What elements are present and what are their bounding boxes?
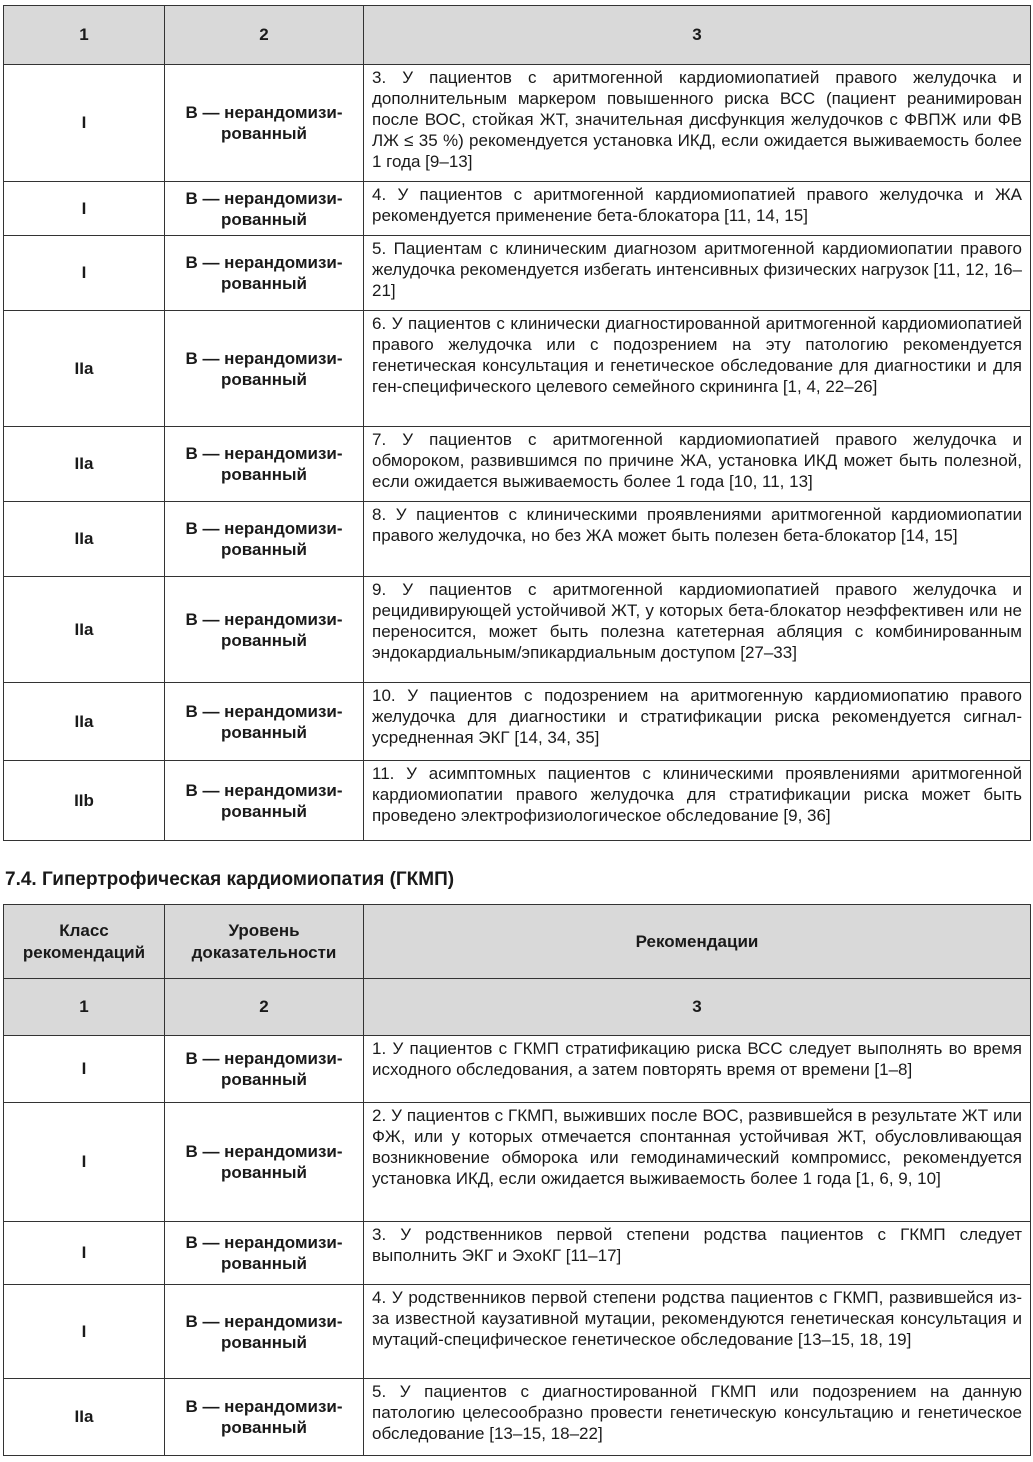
recommendation-class: IIa (4, 683, 165, 761)
recommendation-text: 2. У пациентов с ГКМП, выживших после ВОС, развившейся в результате ЖТ или ФЖ, или у которых отмечается спонтанная устойчивая ЖТ, обусловливающая возникновение обморока или гемодинамический компромисс, рекомендуется установка ИКД, если ожидается выживаемость более 1 года [1, 6, 9, 10] (364, 1103, 1031, 1222)
evidence-level: В — нерандомизи-рованный (165, 236, 364, 311)
recommendation-class: I (4, 1285, 165, 1379)
column-number-1: 1 (4, 6, 165, 65)
table-row (4, 1379, 1031, 1456)
table-row (4, 1036, 1031, 1103)
evidence-level: В — нерандомизи-рованный (165, 1379, 364, 1456)
recommendation-class: I (4, 236, 165, 311)
recommendation-class: I (4, 1103, 165, 1222)
recommendation-class: IIb (4, 761, 165, 841)
evidence-level: В — нерандомизи-рованный (165, 311, 364, 427)
table-row (4, 761, 1031, 841)
recommendation-class: I (4, 1036, 165, 1103)
evidence-level: В — нерандомизи-рованный (165, 1103, 364, 1222)
table-row (4, 182, 1031, 236)
recommendation-text: 6. У пациентов с клинически диагностированной аритмогенной кардиомиопатией правого желудочка или с подозрением на эту патологию рекомендуется генетическая консультация и генетическое обследование для диагностики и для ген-специфического целевого семейного скрининга [1, 4, 22–26] (364, 311, 1031, 427)
table-row (4, 577, 1031, 683)
recommendation-class: I (4, 1222, 165, 1285)
evidence-level: В — нерандомизи-рованный (165, 1036, 364, 1103)
evidence-level: В — нерандомизи-рованный (165, 182, 364, 236)
evidence-level: В — нерандомизи-рованный (165, 577, 364, 683)
recommendation-text: 9. У пациентов с аритмогенной кардиомиопатией правого желудочка и рецидивирующей устойчивой ЖТ, у которых бета-блокатор неэффективен или не переносится, может быть полезна катетерная абляция с комбинированным эндокардиальным/эпикардиальным доступом [27–33] (364, 577, 1031, 683)
recommendation-text: 5. Пациентам с клиническим диагнозом аритмогенной кардиомиопатии правого желудочка рекомендуется избегать интенсивных физических нагрузок [11, 12, 16–21] (364, 236, 1031, 311)
recommendation-text: 5. У пациентов с диагностированной ГКМП или подозрением на данную патологию целесообразно провести генетическую консультацию и генетическое обследование [13–15, 18–22] (364, 1379, 1031, 1456)
evidence-level: В — нерандомизи-рованный (165, 683, 364, 761)
recommendation-text: 1. У пациентов с ГКМП стратификацию риска ВСС следует выполнять во время исходного обследования, а затем повторять время от времени [1–8] (364, 1036, 1031, 1103)
recommendation-text: 8. У пациентов с клиническими проявлениями аритмогенной кардиомиопатии правого желудочка, но без ЖА может быть полезен бета-блокатор [14, 15] (364, 502, 1031, 577)
evidence-level: В — нерандомизи-рованный (165, 65, 364, 182)
recommendation-text: 4. У родственников первой степени родства пациентов с ГКМП, развившейся из-за известной каузативной мутации, рекомендуются генетическая консультация и мутаций-специфическое генетическое обследование [13–15, 18, 19] (364, 1285, 1031, 1379)
column-number-2: 2 (165, 6, 364, 65)
column-number-3: 3 (364, 979, 1031, 1036)
column-title-evidence: Уровень доказательности (165, 905, 364, 979)
recommendation-text: 4. У пациентов с аритмогенной кардиомиопатией правого желудочка и ЖА рекомендуется применение бета-блокатора [11, 14, 15] (364, 182, 1031, 236)
table-row (4, 65, 1031, 182)
section-title: 7.4. Гипертрофическая кардиомиопатия (ГКМП) (5, 869, 455, 890)
recommendation-class: IIa (4, 502, 165, 577)
column-title-row (4, 905, 1031, 979)
column-number-3: 3 (364, 6, 1031, 65)
recommendation-class: IIa (4, 427, 165, 502)
column-title-recommendations: Рекомендации (364, 905, 1031, 979)
recommendation-class: IIa (4, 311, 165, 427)
column-number-row (4, 979, 1031, 1036)
table-row (4, 311, 1031, 427)
table-row (4, 502, 1031, 577)
evidence-level: В — нерандомизи-рованный (165, 1222, 364, 1285)
column-title-class: Класс рекомендаций (4, 905, 165, 979)
table-row (4, 1103, 1031, 1222)
table-row (4, 236, 1031, 311)
recommendations-table-arvc (3, 5, 1031, 841)
column-number-2: 2 (165, 979, 364, 1036)
table-row (4, 683, 1031, 761)
recommendation-class: IIa (4, 1379, 165, 1456)
recommendation-class: I (4, 182, 165, 236)
column-number-row (4, 6, 1031, 65)
evidence-level: В — нерандомизи-рованный (165, 427, 364, 502)
recommendation-text: 3. У родственников первой степени родства пациентов с ГКМП следует выполнить ЭКГ и ЭхоКГ [11–17] (364, 1222, 1031, 1285)
recommendations-table-hcm (3, 904, 1031, 1456)
table-row (4, 1285, 1031, 1379)
evidence-level: В — нерандомизи-рованный (165, 1285, 364, 1379)
column-number-1: 1 (4, 979, 165, 1036)
recommendation-class: IIa (4, 577, 165, 683)
table-row (4, 1222, 1031, 1285)
recommendation-text: 11. У асимптомных пациентов с клиническими проявлениями аритмогенной кардиомиопатии правого желудочка для стратификации риска может быть проведено электрофизиологическое обследование [9, 36] (364, 761, 1031, 841)
recommendation-text: 3. У пациентов с аритмогенной кардиомиопатией правого желудочка и дополнительным маркером повышенного риска ВСС (пациент реанимирован после ВОС, стойкая ЖТ, значительная дисфункция желудочков с ФВПЖ или ФВ ЛЖ ≤ 35 %) рекомендуется установка ИКД, если ожидается выживаемость более 1 года [9–13] (364, 65, 1031, 182)
evidence-level: В — нерандомизи-рованный (165, 761, 364, 841)
recommendation-text: 7. У пациентов с аритмогенной кардиомиопатией правого желудочка и обмороком, развившимся по причине ЖА, установка ИКД может быть полезной, если ожидается выживаемость более 1 года [10, 11, 13] (364, 427, 1031, 502)
table-row (4, 427, 1031, 502)
recommendation-text: 10. У пациентов с подозрением на аритмогенную кардиомиопатию правого желудочка для диагностики и стратификации риска рекомендуется сигнал-усредненная ЭКГ [14, 34, 35] (364, 683, 1031, 761)
recommendation-class: I (4, 65, 165, 182)
evidence-level: В — нерандомизи-рованный (165, 502, 364, 577)
